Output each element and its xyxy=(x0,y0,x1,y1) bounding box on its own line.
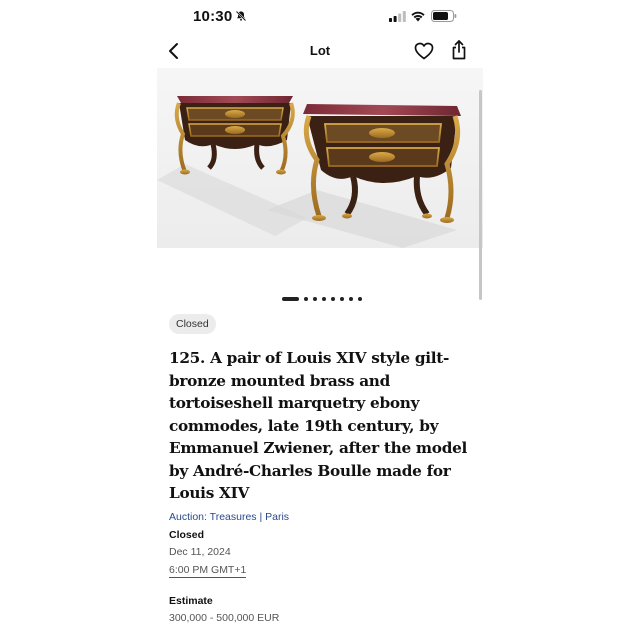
nav-bar xyxy=(157,34,483,68)
nav-title: Lot xyxy=(309,43,331,58)
commodes-photo xyxy=(157,68,483,248)
auction-link[interactable]: Auction: Treasures | Paris xyxy=(169,511,290,523)
signal-icon xyxy=(389,11,406,22)
gallery-pager[interactable] xyxy=(157,295,483,303)
pager-dot[interactable] xyxy=(358,297,362,301)
lot-title-line: Emmanuel Zwiener, after the model xyxy=(169,439,468,457)
lot-status-badge: Closed xyxy=(169,314,216,334)
lot-title-line: Louis XIV xyxy=(169,484,250,502)
auction-time[interactable]: 6:00 PM GMT+1 xyxy=(169,564,247,576)
lot-title-line: tortoiseshell marquetry ebony xyxy=(169,394,420,412)
heart-icon[interactable] xyxy=(413,40,435,62)
auction-state: Closed xyxy=(169,529,205,541)
pager-dot[interactable] xyxy=(349,297,353,301)
lot-title-line: 125. A pair of Louis XIV style gilt- xyxy=(169,349,450,367)
pager-dot[interactable] xyxy=(304,297,308,301)
pager-dot[interactable] xyxy=(322,297,326,301)
share-icon[interactable] xyxy=(449,39,469,61)
status-time: 10:30 xyxy=(193,8,233,25)
estimate-value: 300,000 - 500,000 EUR xyxy=(169,612,280,624)
lot-image-gallery[interactable] xyxy=(157,68,483,248)
estimate-label: Estimate xyxy=(169,595,213,607)
status-bar xyxy=(157,0,483,34)
auction-date: Dec 11, 2024 xyxy=(169,546,231,558)
lot-title xyxy=(169,347,469,505)
lot-title-line: by André-Charles Boulle made for xyxy=(169,461,451,480)
bell-slash-icon xyxy=(235,10,247,22)
wifi-icon xyxy=(410,10,426,22)
pager-dot[interactable] xyxy=(313,297,317,301)
phone-screen xyxy=(157,0,483,640)
pager-dot[interactable] xyxy=(340,297,344,301)
lot-title-line: bronze mounted brass and xyxy=(169,371,391,390)
battery-icon xyxy=(431,10,457,22)
lot-title-line: commodes, late 19th century, by xyxy=(169,416,439,435)
pager-dot[interactable] xyxy=(331,297,335,301)
pager-dot[interactable] xyxy=(282,297,299,301)
page-scrollbar[interactable] xyxy=(479,90,482,300)
